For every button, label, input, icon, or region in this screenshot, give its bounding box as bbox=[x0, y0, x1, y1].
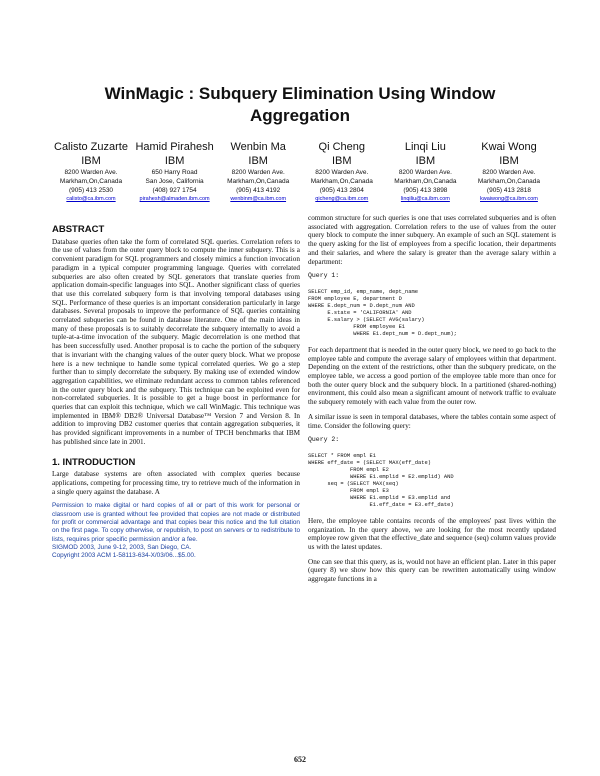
author-address-line1: 8200 Warden Ave. bbox=[398, 169, 452, 176]
author-email-link[interactable]: wenbinm@ca.ibm.com bbox=[230, 196, 287, 202]
author-list bbox=[50, 140, 550, 203]
author-address-line2: Markham,On,Canada bbox=[394, 178, 457, 185]
author-phone: (905) 413 3898 bbox=[403, 187, 448, 194]
permission-text: Permission to make digital or hard copies of all or part of this work for personal or classroom use is granted without fee provided that copies are not made or distributed for profit or commercial advantage and that copies bear this notice and the full citation on the first page. To copy otherwise, or republish, to post on servers or to redistribute to lists, requires prior specific permission and/or a fee. bbox=[52, 502, 300, 543]
author-address-line1: 8200 Warden Ave. bbox=[315, 169, 369, 176]
author-address-line2: Markham,On,Canada bbox=[310, 178, 373, 185]
author-affiliation: IBM bbox=[164, 155, 185, 167]
author-address-line1: 8200 Warden Ave. bbox=[231, 169, 285, 176]
abstract-text: Database queries often take the form of correlated SQL queries. Correlation refers to the use of values from the outer query block to compute the inner subquery. This is a convenient paradigm for SQL programmers and closely mimics a function invocation paradigm in a typical computer programming language. Queries with correlated subqueries are also often created by SQL generators that translate queries from application domain-specific languages into SQL. Another significant class of queries that use this correlated subquery form is that involving temporal databases using SQL. Performance of these queries is an important consideration particularly in large databases. Several proposals to improve the performance of SQL queries containing correlated subqueries can be found in database literature. One of the main ideas in many of these proposals is to suitably decorrelate the subquery internally to avoid a tuple-at-a-time invocation of the subquery. Magic decorrelation is one method that has been successfully used. Another proposal is to cache the portion of the subquery that is invariant with the changing values of the outer query block. What we propose here is a new technique to handle some typical correlated queries. We go a step further than to simply decorrelate the subquery. By making use of extended window aggregation capabilities, we eliminate redundant access to common tables referenced in the outer query block and the subquery. This technique can be exploited even for non-correlated subqueries. It is possible to get a huge boost in performance for queries that can exploit this technique, which we call WinMagic. This technique was implemented in IBM® DB2® Universal Database™ Version 7 and Version 8. In addition to improving DB2 customer queries that contain aggregation subqueries, it has provided significant improvements in a number of TPCH benchmarks that IBM has published since late in 2001. bbox=[52, 237, 300, 446]
author-affiliation: IBM bbox=[499, 155, 519, 167]
query-2-label: Query 2: bbox=[308, 436, 340, 444]
introduction-heading: 1. INTRODUCTION bbox=[52, 456, 136, 468]
author-email-link[interactable]: calisto@ca.ibm.com bbox=[66, 196, 116, 202]
author-address-line2: Markham,On,Canada bbox=[59, 178, 123, 185]
author-address-line2: Markham,On,Canada bbox=[227, 178, 290, 185]
author-phone: (905) 413 2530 bbox=[68, 187, 114, 194]
author-email-link[interactable]: kwaiwong@ca.ibm.com bbox=[480, 196, 538, 202]
author-address-line2: Markham,On,Canada bbox=[477, 178, 541, 185]
permission-notice bbox=[52, 502, 300, 560]
author-name: Qi Cheng bbox=[318, 141, 366, 153]
author-address-line2: San Jose, California bbox=[145, 178, 204, 185]
author-name: Linqi Liu bbox=[404, 141, 446, 153]
author-phone: (905) 413 2818 bbox=[486, 187, 532, 194]
introduction-text: Large database systems are often associated with complex queries because applications, competing for processing time, try to retrieve much of the information in a single query against the database. A bbox=[52, 470, 300, 496]
author-email-link[interactable]: pirahesh@almaden.ibm.com bbox=[139, 196, 210, 202]
body-paragraph: Here, the employee table contains records of the employees' past lives within the organization. In the query above, we are looking for the most recently updated employee row given that the effective_date and sequence (seq) column values provide us with the latest updates. bbox=[308, 516, 556, 552]
author-name: Hamid Pirahesh bbox=[135, 141, 214, 153]
author-email-link[interactable]: qicheng@ca.ibm.com bbox=[315, 196, 369, 202]
right-column bbox=[308, 214, 556, 590]
author-block bbox=[134, 140, 216, 203]
left-column bbox=[52, 214, 300, 560]
paper-title: WinMagic : Subquery Elimination Using Window Aggregation bbox=[104, 84, 496, 125]
query-1-code: SELECT emp_id, emp_name, dept_name FROM employee E, department D WHERE E.dept_num = D.dept_num AND E.state = 'CALIFORNIA' AND E.salary > (SELECT AVG(salary) FROM employee E1 WHERE E1.dept_num = D.dept_num); bbox=[308, 288, 457, 337]
body-paragraph: For each department that is needed in the outer query block, we need to go back to the employee table and compute the average salary of employees within that department. Depending on the extent of the restrictions, other than the subquery predicate, on the employee table, we access a good portion of the employee table more than once for both the outer query block and the subquery block. In a partitioned (shared-nothing) environment, this could also mean a significant amount of network traffic to evaluate the subquery remotely with each value from the outer row. bbox=[308, 345, 556, 407]
page-number: 652 bbox=[294, 755, 306, 764]
author-name: Wenbin Ma bbox=[230, 141, 286, 153]
query-2-code: SELECT * FROM empl E1 WHERE eff_date = (SELECT MAX(eff_date) FROM empl E2 WHERE E1.emplid = E2.emplid) AND seq = (SELECT MAX(seq) FROM empl E3 WHERE E1.emplid = E3.emplid and E1.eff_date = E3.eff_date) bbox=[308, 452, 454, 508]
body-paragraph: common structure for such queries is one that uses correlated subqueries and is often associated with aggregation. Correlation refers to the use of values from the outer query block to compute the inner subquery. An example of such an SQL statement is the query asking for the list of employees from a specific location, their departments and their salaries, and where the salary is greater than the average salary within a department: bbox=[308, 214, 556, 266]
author-name: Calisto Zuzarte bbox=[54, 141, 128, 153]
copyright-line: Copyright 2003 ACM 1-58113-634-X/03/06...$5.00. bbox=[52, 552, 196, 560]
author-address-line1: 650 Harry Road bbox=[151, 169, 198, 176]
author-affiliation: IBM bbox=[248, 155, 268, 167]
conference-line: SIGMOD 2003, June 9-12, 2003, San Diego, CA. bbox=[52, 543, 192, 551]
abstract-heading: ABSTRACT bbox=[52, 224, 105, 235]
author-block bbox=[50, 140, 132, 203]
author-address-line1: 8200 Warden Ave. bbox=[482, 169, 536, 176]
author-phone: (905) 413 4192 bbox=[236, 187, 281, 194]
author-phone: (905) 413 2804 bbox=[319, 187, 364, 194]
author-phone: (408) 927 1754 bbox=[152, 187, 197, 194]
author-block bbox=[301, 140, 383, 203]
author-name: Kwai Wong bbox=[481, 141, 537, 153]
body-paragraph: One can see that this query, as is, would not have an efficient plan. Later in this paper (query 8) we show how this query can be rewritten automatically using window aggregate functions in a bbox=[308, 557, 556, 584]
author-affiliation: IBM bbox=[81, 155, 101, 167]
author-affiliation: IBM bbox=[415, 155, 436, 167]
author-block bbox=[384, 140, 466, 203]
query-1-label: Query 1: bbox=[308, 272, 340, 280]
author-address-line1: 8200 Warden Ave. bbox=[64, 169, 118, 176]
author-affiliation: IBM bbox=[332, 155, 352, 167]
body-paragraph: A similar issue is seen in temporal databases, where the tables contain some aspect of time. Consider the following query: bbox=[308, 412, 556, 430]
author-email-link[interactable]: linqiliu@ca.ibm.com bbox=[400, 196, 450, 202]
author-block bbox=[217, 140, 299, 203]
author-block bbox=[468, 140, 550, 203]
